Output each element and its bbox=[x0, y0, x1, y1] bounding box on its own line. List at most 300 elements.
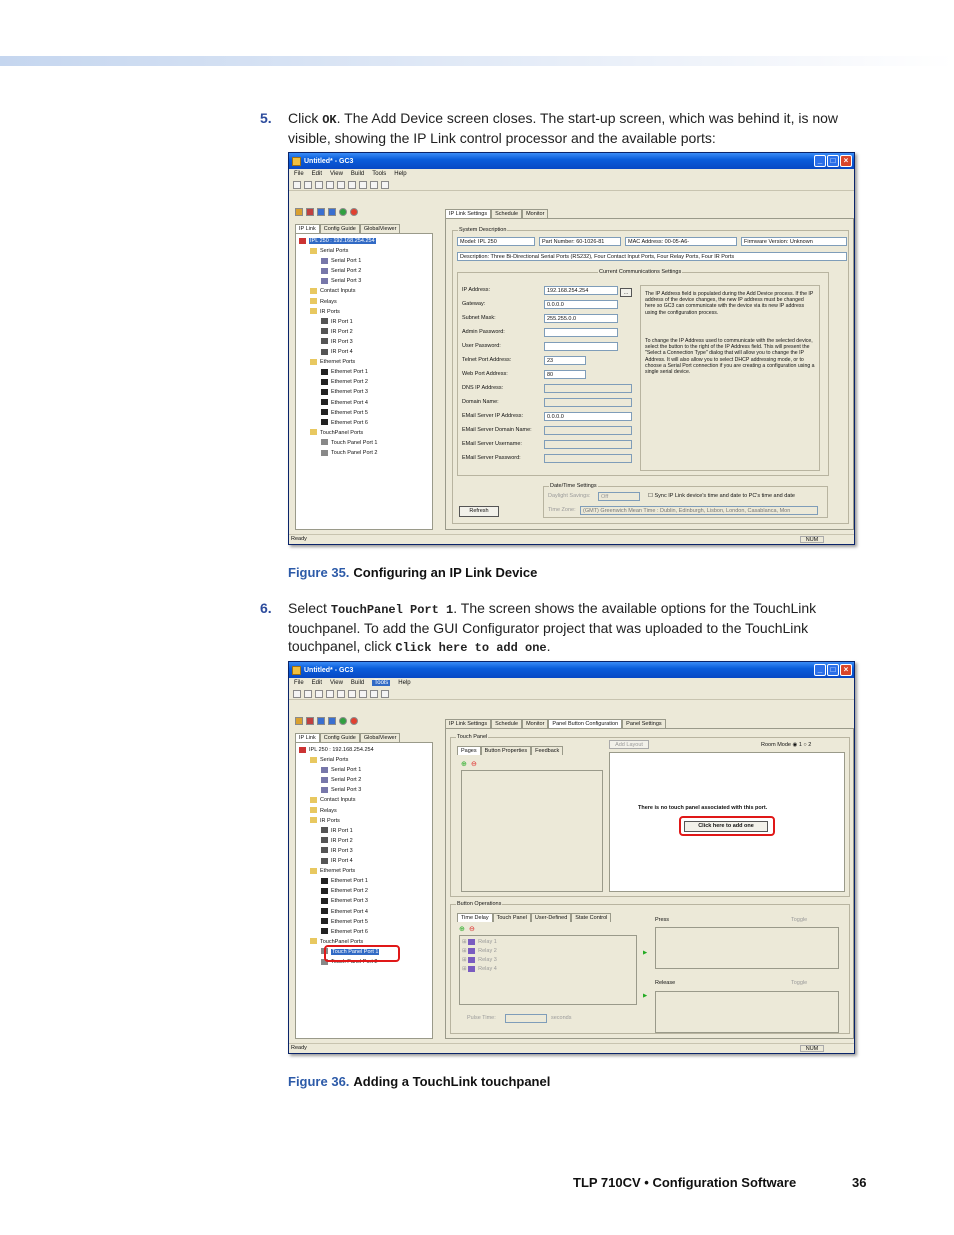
tree-item[interactable] bbox=[299, 367, 377, 377]
tree-item[interactable] bbox=[299, 347, 377, 357]
tree-item-label: Contact Inputs bbox=[320, 288, 356, 295]
tree-item[interactable] bbox=[299, 246, 377, 256]
tree-item[interactable] bbox=[299, 907, 379, 917]
current-comm-title: Current Communications Settings bbox=[599, 269, 682, 275]
port-icon bbox=[321, 389, 328, 395]
tree-item[interactable] bbox=[299, 377, 377, 387]
add-page-icon[interactable]: ⊕ bbox=[461, 761, 467, 768]
tree-item[interactable] bbox=[299, 448, 377, 458]
relay-label: Relay 1 bbox=[478, 939, 497, 945]
port-icon bbox=[321, 837, 328, 843]
tree-item-label: Relays bbox=[320, 298, 337, 305]
tree-item[interactable] bbox=[299, 755, 379, 765]
panel-preview-area bbox=[609, 752, 845, 892]
tree-item-label: IR Ports bbox=[320, 308, 340, 315]
move-down-icon[interactable] bbox=[317, 717, 325, 725]
open-icon[interactable] bbox=[304, 690, 312, 698]
tree-item-label: Serial Port 2 bbox=[331, 777, 362, 784]
tree-item[interactable] bbox=[299, 387, 377, 397]
tree-item[interactable] bbox=[299, 775, 379, 785]
tab-monitor[interactable]: Monitor bbox=[522, 209, 548, 218]
tree-item[interactable] bbox=[299, 266, 377, 276]
footer-title: TLP 710CV • Configuration Software bbox=[573, 1175, 797, 1190]
comm-value-input[interactable]: 0.0.0.0 bbox=[544, 412, 632, 421]
comm-value-input[interactable] bbox=[544, 342, 618, 351]
comm-value-input[interactable]: 255.255.0.0 bbox=[544, 314, 618, 323]
upload-icon[interactable] bbox=[370, 690, 378, 698]
settings-panel bbox=[445, 218, 854, 530]
port-icon bbox=[321, 888, 328, 894]
tree-item[interactable] bbox=[299, 398, 377, 408]
step-6-text-mid: . The screen shows the available options for the TouchLink touchpanel. To add the GUI Configurator project that was uploaded to the TouchLink touchpanel, click bbox=[288, 600, 817, 654]
remove-icon[interactable] bbox=[350, 208, 358, 216]
window-title: Untitled* - GC3 bbox=[304, 157, 354, 165]
relay-item[interactable]: ⊞ Relay 2 bbox=[462, 948, 497, 954]
room-mode-2[interactable]: 2 bbox=[808, 742, 812, 748]
menu-build[interactable]: Build bbox=[350, 680, 365, 686]
port-icon bbox=[321, 777, 328, 783]
tree-item-label: IR Port 4 bbox=[331, 858, 353, 865]
tree-item-label: Touch Panel Port 2 bbox=[331, 449, 378, 456]
add-icon[interactable] bbox=[339, 717, 347, 725]
tree-item[interactable] bbox=[299, 836, 379, 846]
save-icon[interactable] bbox=[315, 690, 323, 698]
left-tabs bbox=[295, 733, 400, 742]
tree-item[interactable] bbox=[299, 745, 379, 755]
tree-item-label: Ethernet Port 2 bbox=[331, 379, 368, 386]
step-6 bbox=[260, 599, 860, 657]
device-tree-panel bbox=[295, 742, 433, 1039]
tree-item[interactable] bbox=[299, 826, 379, 836]
button-operations-group bbox=[450, 901, 850, 1034]
comm-label: User Password: bbox=[462, 343, 501, 349]
tree-item[interactable] bbox=[299, 256, 377, 266]
port-icon bbox=[321, 409, 328, 415]
current-comm-group bbox=[457, 269, 829, 476]
tree-item[interactable] bbox=[299, 337, 377, 347]
tree-item[interactable] bbox=[299, 806, 379, 816]
step-6-code-2: Click here to add one bbox=[395, 641, 547, 655]
comm-value-input[interactable]: 23 bbox=[544, 356, 586, 365]
room-mode-label: Room Mode bbox=[761, 742, 791, 748]
release-toggle-label: Toggle bbox=[791, 980, 808, 986]
seconds-label: seconds bbox=[551, 1015, 572, 1021]
tree-item[interactable] bbox=[299, 428, 377, 438]
status-bar bbox=[289, 534, 854, 544]
relay-icon bbox=[468, 966, 475, 972]
new-icon[interactable] bbox=[293, 181, 301, 189]
tree-item[interactable] bbox=[299, 297, 377, 307]
menu-edit[interactable]: Edit bbox=[311, 680, 323, 686]
relay-icon bbox=[468, 957, 475, 963]
minimize-icon[interactable]: _ bbox=[814, 664, 826, 676]
mac-address-field: MAC Address: 00-05-A6- bbox=[625, 237, 737, 246]
button-ops-tabs bbox=[457, 913, 611, 922]
comm-value-input[interactable] bbox=[544, 454, 632, 463]
tree-item-label: TouchPanel Ports bbox=[320, 429, 364, 436]
comm-value-input[interactable] bbox=[544, 384, 632, 393]
pulse-time-label: Pulse Time: bbox=[467, 1015, 496, 1021]
tree-item[interactable] bbox=[299, 846, 379, 856]
tree-item[interactable] bbox=[299, 307, 377, 317]
remove-operation-icon[interactable]: ⊖ bbox=[469, 926, 475, 933]
menu-help[interactable]: Help bbox=[398, 680, 411, 686]
relay-item[interactable]: ⊞ Relay 3 bbox=[462, 957, 497, 963]
part-number-field: Part Number: 60-1026-81 bbox=[539, 237, 621, 246]
menu-edit[interactable]: Edit bbox=[311, 171, 323, 177]
press-label: Press bbox=[655, 917, 670, 923]
release-label: Release bbox=[655, 980, 676, 986]
maximize-icon[interactable]: □ bbox=[827, 664, 839, 676]
step-6-code: TouchPanel Port 1 bbox=[330, 603, 454, 617]
port-icon bbox=[321, 379, 328, 385]
figure-35-text: Configuring an IP Link Device bbox=[353, 565, 538, 580]
click-here-to-add-button[interactable]: Click here to add one bbox=[684, 821, 768, 832]
device-tree-panel bbox=[295, 233, 433, 530]
tree-item-label: Ethernet Ports bbox=[320, 359, 356, 366]
tab-ip-link[interactable]: IP Link bbox=[295, 733, 320, 742]
maximize-icon[interactable]: □ bbox=[827, 155, 839, 167]
tree-item-label: Serial Port 1 bbox=[331, 767, 362, 774]
minimize-icon[interactable]: _ bbox=[814, 155, 826, 167]
ip-note-2: To change the IP Address used to communicate with the selected device, select the button to the right of the IP Address field. This will present the "Select a Connection Type" dialog that will allow you to change the IP Address. It will also allow you to select DHCP addressing mode, or to choose a Serial Port connection if you are creating a configuration using a single serial device. bbox=[645, 338, 815, 376]
menu-build[interactable]: Build bbox=[350, 171, 365, 177]
close-icon[interactable]: × bbox=[840, 155, 852, 167]
tree-item[interactable] bbox=[299, 927, 379, 937]
relay-label: Relay 2 bbox=[478, 948, 497, 954]
paste-icon[interactable] bbox=[348, 181, 356, 189]
comm-value-input[interactable]: 0.0.0.0 bbox=[544, 300, 618, 309]
tree-item[interactable] bbox=[299, 917, 379, 927]
tab-panel-settings[interactable]: Panel Settings bbox=[622, 719, 665, 728]
menu-bar bbox=[289, 678, 854, 688]
folder-icon bbox=[310, 298, 317, 304]
tree-item-label: Relays bbox=[320, 807, 337, 814]
menu-bar bbox=[289, 169, 854, 179]
upload-icon[interactable] bbox=[370, 181, 378, 189]
menu-file[interactable]: File bbox=[294, 680, 304, 686]
tree-item[interactable] bbox=[299, 795, 379, 805]
num-lock-indicator: NUM bbox=[800, 1045, 824, 1052]
pulse-time-select[interactable] bbox=[505, 1014, 547, 1023]
tree-item[interactable] bbox=[299, 896, 379, 906]
step-5-text-pre: Click bbox=[288, 110, 323, 126]
about-icon[interactable] bbox=[381, 690, 389, 698]
comm-value-input[interactable] bbox=[544, 440, 632, 449]
relay-item[interactable]: ⊞ Relay 4 bbox=[462, 966, 497, 972]
press-toggle-label: Toggle bbox=[791, 917, 808, 923]
tree-item-label: Ethernet Port 4 bbox=[331, 908, 368, 915]
folder-icon bbox=[310, 938, 317, 944]
tree-item[interactable] bbox=[299, 866, 379, 876]
device-icon bbox=[299, 747, 306, 753]
device-tree bbox=[299, 236, 377, 458]
add-device-icon[interactable] bbox=[295, 208, 303, 216]
tree-item-label: IR Port 3 bbox=[331, 338, 353, 345]
refresh-button[interactable]: Refresh bbox=[459, 506, 499, 517]
tab-config-guide[interactable]: Config Guide bbox=[320, 224, 360, 233]
folder-icon bbox=[310, 359, 317, 365]
menu-tools[interactable]: Tools bbox=[372, 171, 387, 177]
button-operations-title: Button Operations bbox=[457, 901, 502, 907]
tab-pages[interactable]: Pages bbox=[457, 746, 481, 755]
tree-item-label: Ethernet Port 1 bbox=[331, 878, 368, 885]
port-icon bbox=[321, 349, 328, 355]
tree-item[interactable] bbox=[299, 317, 377, 327]
tree-item[interactable] bbox=[299, 856, 379, 866]
tree-item-label: IR Port 1 bbox=[331, 318, 353, 325]
tab-ip-link-settings[interactable]: IP Link Settings bbox=[445, 719, 491, 728]
tree-item[interactable] bbox=[299, 876, 379, 886]
add-layout-button[interactable]: Add Layout bbox=[609, 740, 649, 749]
tree-item-label: Ethernet Port 1 bbox=[331, 369, 368, 376]
port-icon bbox=[321, 399, 328, 405]
tree-item-label: Ethernet Ports bbox=[320, 868, 356, 875]
tab-user-defined[interactable]: User-Defined bbox=[531, 913, 571, 922]
menu-view[interactable]: View bbox=[330, 680, 343, 686]
figure-36-caption bbox=[288, 1074, 550, 1089]
port-icon bbox=[321, 258, 328, 264]
system-description-title: System Description bbox=[459, 227, 507, 233]
folder-icon bbox=[310, 807, 317, 813]
add-icon[interactable] bbox=[339, 208, 347, 216]
system-description-group bbox=[452, 227, 849, 524]
tab-button-properties[interactable]: Button Properties bbox=[481, 746, 532, 755]
tab-ip-link-settings[interactable]: IP Link Settings bbox=[445, 209, 491, 218]
remove-device-icon[interactable] bbox=[306, 717, 314, 725]
tree-item-label: Touch Panel Port 2 bbox=[331, 958, 378, 965]
comm-value-input[interactable] bbox=[544, 426, 632, 435]
move-down-icon[interactable] bbox=[317, 208, 325, 216]
figure-36-text: Adding a TouchLink touchpanel bbox=[353, 1074, 551, 1089]
build-icon[interactable] bbox=[359, 181, 367, 189]
dst-select[interactable]: Off bbox=[598, 492, 640, 501]
tree-item[interactable] bbox=[299, 236, 377, 246]
tree-item-label: IR Ports bbox=[320, 817, 340, 824]
close-icon[interactable]: × bbox=[840, 664, 852, 676]
tree-item-label: Touch Panel Port 1 bbox=[331, 439, 378, 446]
step-6-text-post: . bbox=[546, 638, 551, 654]
header-gradient-bar bbox=[0, 56, 954, 66]
date-time-group bbox=[543, 483, 828, 518]
tree-item[interactable] bbox=[299, 886, 379, 896]
tab-feedback[interactable]: Feedback bbox=[531, 746, 563, 755]
figure-35-screenshot bbox=[288, 152, 855, 545]
tree-item-label: Ethernet Port 6 bbox=[331, 928, 368, 935]
pages-list[interactable] bbox=[461, 770, 603, 892]
comm-value-input[interactable] bbox=[544, 328, 618, 337]
copy-icon[interactable] bbox=[337, 181, 345, 189]
menu-tools[interactable]: Tools bbox=[374, 680, 389, 686]
tab-state-control[interactable]: State Control bbox=[571, 913, 611, 922]
comm-label: IP Address: bbox=[462, 287, 491, 293]
window-titlebar bbox=[289, 153, 854, 169]
open-icon[interactable] bbox=[304, 181, 312, 189]
save-icon[interactable] bbox=[315, 181, 323, 189]
dst-label: Daylight Savings: bbox=[548, 493, 591, 499]
comm-label: Domain Name: bbox=[462, 399, 499, 405]
step-5-text-post: . The Add Device screen closes. The start-up screen, which was behind it, is now visible, showing the IP Link control processor and the available ports: bbox=[288, 110, 839, 146]
tree-item-label: IPL 250 : 192.168.254.254 bbox=[309, 747, 374, 753]
folder-icon bbox=[310, 429, 317, 435]
tab-schedule[interactable]: Schedule bbox=[491, 719, 522, 728]
settings-tabs bbox=[445, 719, 666, 728]
comm-label: EMail Server Password: bbox=[462, 455, 521, 461]
ip-note-1: The IP Address field is populated during the Add Device process. If the IP address of the device changes, the new IP address must be changed here so GC3 can communicate with the device via its new IP address using the configuration process. bbox=[645, 291, 814, 316]
copy-icon[interactable] bbox=[337, 690, 345, 698]
tz-label: Time Zone: bbox=[548, 507, 576, 513]
press-actions-list[interactable] bbox=[655, 927, 839, 969]
add-operation-icon[interactable]: ⊕ bbox=[459, 926, 465, 933]
tree-item[interactable] bbox=[299, 357, 377, 367]
new-icon[interactable] bbox=[293, 690, 301, 698]
tz-select[interactable]: (GMT) Greenwich Mean Time : Dublin, Edinburgh, Lisbon, London, Casablanca, Mon bbox=[580, 506, 818, 515]
tree-item[interactable] bbox=[299, 327, 377, 337]
figure-36-screenshot bbox=[288, 661, 855, 1054]
folder-icon bbox=[310, 817, 317, 823]
app-icon bbox=[292, 157, 301, 166]
port-icon bbox=[321, 369, 328, 375]
no-panel-message: There is no touch panel associated with this port. bbox=[638, 805, 768, 811]
folder-icon bbox=[310, 797, 317, 803]
tree-item-label: Ethernet Port 3 bbox=[331, 389, 368, 396]
tree-item-label: IR Port 2 bbox=[331, 837, 353, 844]
tab-globalviewer[interactable]: GlobalViewer bbox=[360, 224, 401, 233]
tree-item-label: IR Port 2 bbox=[331, 328, 353, 335]
tab-panel-button-config[interactable]: Panel Button Configuration bbox=[548, 719, 622, 728]
cut-icon[interactable] bbox=[326, 690, 334, 698]
tree-item-label: IR Port 4 bbox=[331, 349, 353, 356]
comm-value-input[interactable]: 192.168.254.254 bbox=[544, 286, 618, 295]
settings-tabs bbox=[445, 209, 548, 218]
relay-label: Relay 3 bbox=[478, 957, 497, 963]
tab-globalviewer[interactable]: GlobalViewer bbox=[360, 733, 401, 742]
browse-ip-button[interactable]: ... bbox=[620, 288, 632, 297]
tree-item-label: Serial Port 3 bbox=[331, 278, 362, 285]
tab-config-guide[interactable]: Config Guide bbox=[320, 733, 360, 742]
relay-item[interactable]: ⊞ Relay 1 bbox=[462, 939, 497, 945]
room-mode-1[interactable]: 1 bbox=[798, 742, 802, 748]
tab-time-delay[interactable]: Time Delay bbox=[457, 913, 493, 922]
tab-touch-panel[interactable]: Touch Panel bbox=[493, 913, 531, 922]
tree-item-label: Serial Port 3 bbox=[331, 787, 362, 794]
page-number: 36 bbox=[852, 1175, 867, 1190]
touch-panel-title: Touch Panel bbox=[457, 734, 488, 740]
tree-item[interactable] bbox=[299, 286, 377, 296]
folder-icon bbox=[310, 248, 317, 254]
port-icon bbox=[321, 318, 328, 324]
tree-item-label: IR Port 1 bbox=[331, 827, 353, 834]
step-6-text-pre: Select bbox=[288, 600, 331, 616]
comm-label: DNS IP Address: bbox=[462, 385, 504, 391]
relay-list bbox=[459, 935, 637, 1005]
tree-item[interactable] bbox=[299, 408, 377, 418]
folder-icon bbox=[310, 757, 317, 763]
comm-label: Gateway: bbox=[462, 301, 486, 307]
tree-item-label: IR Port 3 bbox=[331, 847, 353, 854]
move-up-icon[interactable] bbox=[328, 717, 336, 725]
panel-button-config-panel bbox=[445, 728, 854, 1039]
step-5 bbox=[260, 109, 860, 147]
move-up-icon[interactable] bbox=[328, 208, 336, 216]
remove-icon[interactable] bbox=[350, 717, 358, 725]
add-device-icon[interactable] bbox=[295, 717, 303, 725]
remove-device-icon[interactable] bbox=[306, 208, 314, 216]
folder-icon bbox=[310, 308, 317, 314]
tab-ip-link[interactable]: IP Link bbox=[295, 224, 320, 233]
num-lock-indicator: NUM bbox=[800, 536, 824, 543]
tree-item[interactable] bbox=[299, 816, 379, 826]
port-icon bbox=[321, 767, 328, 773]
release-arrow-icon[interactable]: ▶ bbox=[643, 993, 648, 999]
port-icon bbox=[321, 898, 328, 904]
window-titlebar bbox=[289, 662, 854, 678]
tree-item-label: TouchPanel Ports bbox=[320, 938, 364, 945]
tab-schedule[interactable]: Schedule bbox=[491, 209, 522, 218]
step-5-number: 5. bbox=[260, 110, 272, 126]
menu-file[interactable]: File bbox=[294, 171, 304, 177]
comm-label: Admin Password: bbox=[462, 329, 505, 335]
left-toolbar bbox=[295, 208, 358, 216]
comm-label: Telnet Port Address: bbox=[462, 357, 512, 363]
window-title: Untitled* - GC3 bbox=[304, 666, 354, 674]
sync-label: Sync IP Link device's time and date to PC's time and date bbox=[654, 493, 795, 499]
tree-item-label: Ethernet Port 3 bbox=[331, 898, 368, 905]
app-icon bbox=[292, 666, 301, 675]
comm-label: EMail Server Domain Name: bbox=[462, 427, 532, 433]
remove-page-icon[interactable]: ⊖ bbox=[471, 761, 477, 768]
port-icon bbox=[321, 450, 328, 456]
tree-item-label: Ethernet Port 5 bbox=[331, 918, 368, 925]
press-arrow-icon[interactable]: ▶ bbox=[643, 950, 648, 956]
relay-label: Relay 4 bbox=[478, 966, 497, 972]
tree-item[interactable] bbox=[299, 438, 377, 448]
port-icon bbox=[321, 338, 328, 344]
toolbar bbox=[289, 688, 854, 700]
tree-item[interactable] bbox=[299, 276, 377, 286]
tree-item-label: Contact Inputs bbox=[320, 797, 356, 804]
tab-monitor[interactable]: Monitor bbox=[522, 719, 548, 728]
menu-help[interactable]: Help bbox=[394, 171, 407, 177]
touch-panel-tabs bbox=[457, 746, 563, 755]
menu-view[interactable]: View bbox=[330, 171, 343, 177]
cut-icon[interactable] bbox=[326, 181, 334, 189]
step-6-number: 6. bbox=[260, 600, 272, 616]
tree-item[interactable] bbox=[299, 785, 379, 795]
tree-item[interactable] bbox=[299, 418, 377, 428]
sync-checkbox-label[interactable]: ☐ Sync IP Link device's time and date to PC's time and date bbox=[648, 493, 795, 499]
about-icon[interactable] bbox=[381, 181, 389, 189]
tree-item-label: Serial Ports bbox=[320, 757, 349, 764]
tree-item-label: IPL 250 : 192.168.254.254 bbox=[310, 238, 375, 244]
device-tree bbox=[299, 745, 379, 967]
tree-item-label: Ethernet Port 2 bbox=[331, 888, 368, 895]
firmware-field: Firmware Version: Unknown bbox=[741, 237, 847, 246]
tree-item-label: Ethernet Port 5 bbox=[331, 409, 368, 416]
left-tabs bbox=[295, 224, 400, 233]
port-icon bbox=[321, 858, 328, 864]
paste-icon[interactable] bbox=[348, 690, 356, 698]
tree-item[interactable] bbox=[299, 765, 379, 775]
status-bar bbox=[289, 1043, 854, 1053]
release-actions-list[interactable] bbox=[655, 991, 839, 1033]
comm-value-input[interactable]: 80 bbox=[544, 370, 586, 379]
comm-value-input[interactable] bbox=[544, 398, 632, 407]
build-icon[interactable] bbox=[359, 690, 367, 698]
tree-item-label: Ethernet Port 4 bbox=[331, 399, 368, 406]
figure-35-label: Figure 35. bbox=[288, 565, 350, 580]
toolbar bbox=[289, 179, 854, 191]
